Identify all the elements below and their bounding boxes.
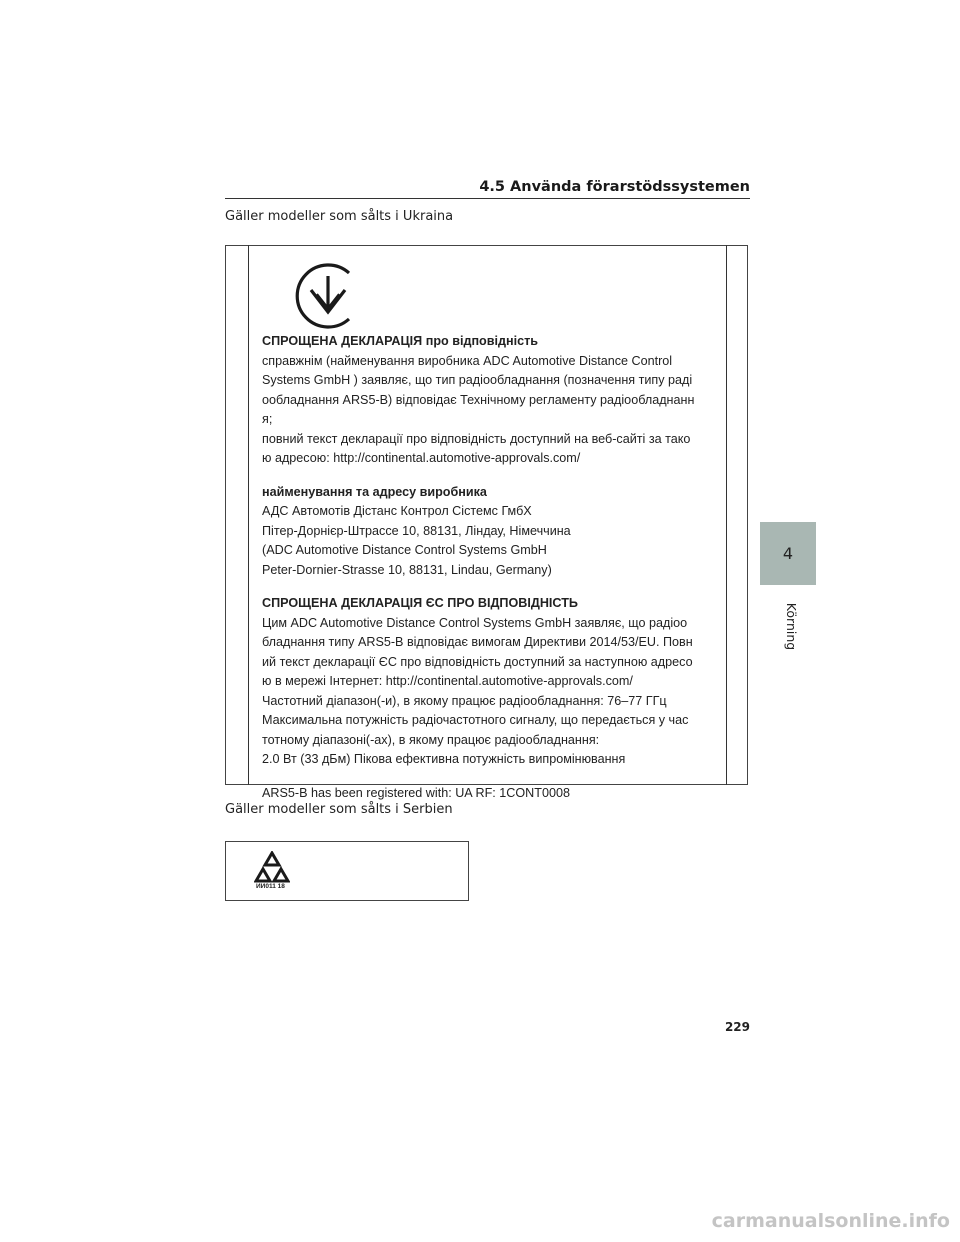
section-title: 4.5 Använda förarstödssystemen [479,179,750,195]
declaration-line: ю адресою: http://continental.automotive-approvals.com/ [262,451,581,465]
declaration-line: Пітер-Дорнієр-Штрассе 10, 88131, Ліндау, Німеччина [262,523,571,538]
declaration-line: повний текст декларації про відповідність доступний на веб-сайті за тако [262,431,691,446]
declaration-line: СПРОЩЕНА ДЕКЛАРАЦІЯ про відповідність [262,334,539,348]
declaration-line: тотному діапазоні(-ах), в якому працює радіообладнання: [262,732,600,747]
declaration-line: Peter-Dornier-Strasse 10, 88131, Lindau, Germany) [262,562,552,577]
declaration-line: АДС Автомотів Дістанс Контрол Сістемс ГмбХ [262,504,532,518]
chapter-label-wrap [772,602,812,650]
declaration-line: (ADC Automotive Distance Control Systems GmbH [262,543,547,557]
declaration-line: Частотний діапазон(-и), в якому працює радіообладнання: 76–77 ГГц [262,693,667,708]
chapter-number: 4 [782,544,794,563]
declaration-line: Цим ADC Automotive Distance Control Systems GmbH заявляє, що радіоо [262,615,688,630]
serbia-caption: Gäller modeller som sålts i Serbien [225,802,453,817]
header-divider [225,198,750,199]
ukrsepro-conformity-icon [294,262,362,330]
declaration-line: Systems GmbH ) заявляє, що тип радіообладнання (позначення типу раді [262,373,693,387]
declaration-line: ARS5-B has been registered with: UA RF: 1CONT0008 [262,785,570,800]
serbia-approval-code: ИИ011 18 [256,883,285,890]
watermark: carmanualsonline.info [711,1210,950,1232]
ukraine-caption: Gäller modeller som sålts i Ukraina [225,209,454,224]
declaration-line: 2.0 Вт (33 дБм) Пікова ефективна потужність випромінювання [262,752,626,766]
chapter-label: Körning [784,602,800,650]
declaration-line: СПРОЩЕНА ДЕКЛАРАЦІЯ ЄС ПРО ВІДПОВІДНІСТЬ [262,596,578,610]
page-number: 229 [724,1020,750,1034]
declaration-line: Максимальна потужність радіочастотного сигналу, що передається у час [262,713,689,727]
declaration-line: ообладнання ARS5-B) відповідає Технічному регламенту радіообладнанн [262,392,695,407]
declaration-line: ю в мережі Інтернет: http://continental.automotive-approvals.com/ [262,674,633,688]
declaration-line: бладнання типу ARS5-B відповідає вимогам Директиви 2014/53/EU. Повн [262,635,693,649]
serbian-conformity-triangles-icon [254,851,290,885]
declaration-line: я; [262,412,273,426]
ukraine-declaration-text [262,332,722,803]
declaration-line: ий текст декларації ЄС про відповідність доступний за наступною адресо [262,654,693,669]
declaration-line: справжнім (найменування виробника ADC Automotive Distance Control [262,353,673,368]
declaration-line: найменування та адресу виробника [262,484,487,499]
